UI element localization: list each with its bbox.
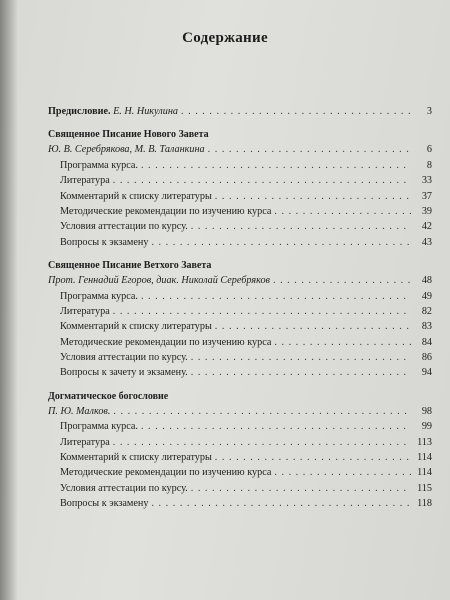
page-number: 114	[417, 467, 432, 479]
page-number: 6	[426, 144, 432, 156]
page-number: 39	[421, 205, 432, 217]
preface-label: Предисловие.	[48, 106, 111, 117]
leader-dots	[181, 104, 411, 119]
leader-dots	[208, 142, 411, 157]
preface-author: Е. Н. Никулина	[113, 106, 178, 117]
page-title: Содержание	[182, 30, 268, 46]
section-heading: Священное Писание Нового Завета	[48, 129, 209, 141]
section-authors: Прот. Геннадий Егоров, диак. Николай Серебряков . . . 48	[48, 273, 432, 288]
section-authors: Ю. В. Серебрякова, М. В. Таланкина . . . 6	[48, 142, 432, 157]
toc-item: Условия аттестации по курсу. . . . 42	[48, 219, 432, 234]
section-heading: Священное Писание Ветхого Завета	[48, 260, 212, 272]
page-number: 113	[417, 436, 432, 448]
page-number: 33	[421, 175, 432, 187]
toc-item: Комментарий к списку литературы . . . 83	[48, 319, 432, 334]
leader-dots	[273, 273, 411, 288]
page-number: 115	[417, 482, 432, 494]
toc-item: Литература . . . 113	[48, 435, 432, 450]
page-number: 94	[421, 367, 432, 379]
toc-item: Комментарий к списку литературы . . . 37	[48, 189, 432, 204]
page-number: 43	[421, 236, 432, 248]
section-heading: Догматическое богословие	[48, 390, 169, 402]
page-number: 3	[426, 106, 432, 117]
toc-item: Литература . . . 33	[48, 173, 432, 188]
leader-dots	[113, 404, 411, 419]
toc-item: Методические рекомендации по изучению курса . . . 84	[48, 335, 432, 350]
page-number: 98	[421, 405, 432, 417]
toc-item: Комментарий к списку литературы . . . 114	[48, 450, 432, 465]
toc-item: Условия аттестации по курсу. . . . 115	[48, 481, 432, 496]
page-number: 8	[426, 159, 432, 171]
page-number: 82	[421, 305, 432, 317]
toc-item: Программа курса. . . . 49	[48, 289, 432, 304]
page-number: 86	[421, 352, 432, 364]
page-number: 37	[421, 190, 432, 202]
section-authors: П. Ю. Малков. . . . 98	[48, 404, 432, 419]
toc-preface	[48, 104, 432, 119]
toc-item: Литература . . . 82	[48, 304, 432, 319]
toc-item: Программа курса. . . . 99	[48, 419, 432, 434]
page-gutter-shadow	[0, 0, 18, 600]
toc-item: Вопросы к экзамену . . . 43	[48, 235, 432, 250]
page-number: 48	[421, 275, 432, 287]
page-number: 99	[421, 421, 432, 433]
toc-item: Вопросы к экзамену . . . 118	[48, 496, 432, 511]
page-number: 83	[421, 321, 432, 333]
page-number: 84	[421, 336, 432, 348]
page-number: 42	[421, 221, 432, 233]
page-number: 114	[417, 452, 432, 464]
toc-item: Методические рекомендации по изучению курса . . . 114	[48, 465, 432, 480]
table-of-contents	[48, 104, 432, 512]
page-number: 49	[421, 290, 432, 302]
toc-item: Вопросы к зачету и экзамену. . . . 94	[48, 365, 432, 380]
page-number: 118	[417, 498, 432, 510]
toc-item: Условия аттестации по курсу. . . . 86	[48, 350, 432, 365]
toc-item: Программа курса. . . . 8	[48, 158, 432, 173]
toc-item: Методические рекомендации по изучению курса . . . 39	[48, 204, 432, 219]
